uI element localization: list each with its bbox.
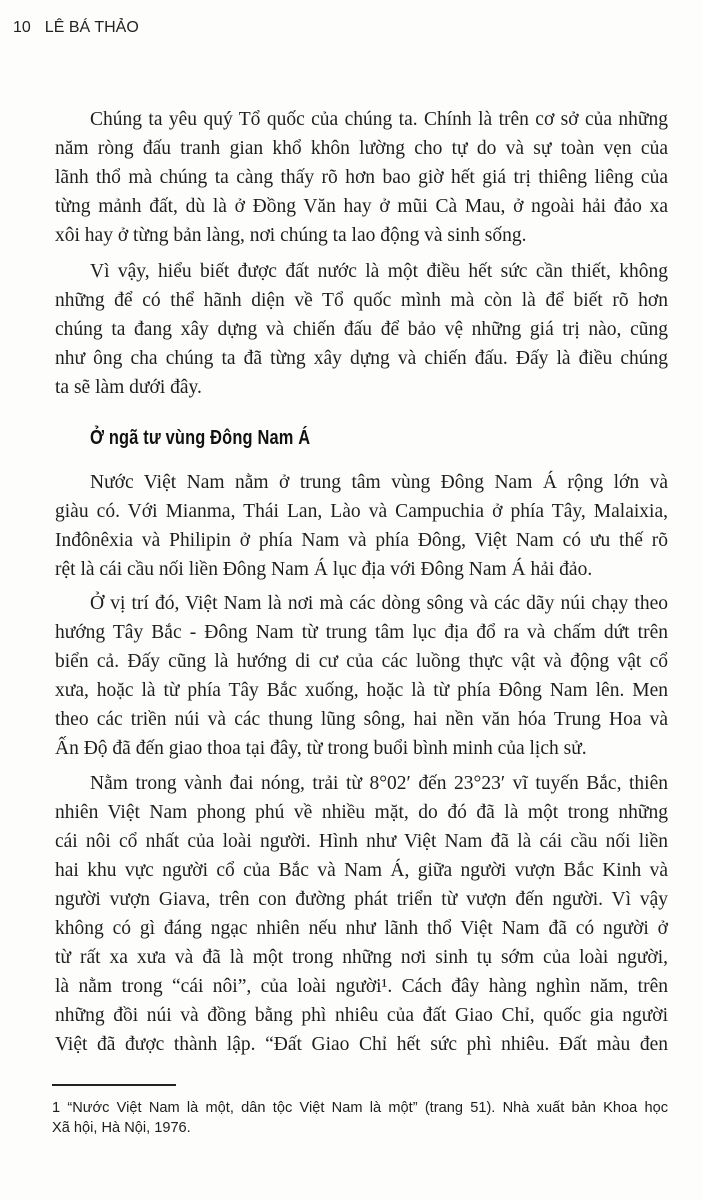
text-line: cái nôi cổ nhất của loài người. Hình như Việt Nam đã là cái cầu nối liền — [55, 831, 668, 852]
text-line: lãnh thổ mà chúng ta càng thấy rõ hơn bao giờ hết giá trị thiêng liêng của — [55, 167, 668, 188]
text-line: Ở vị trí đó, Việt Nam là nơi mà các dòng sông và các dãy núi chạy theo — [90, 593, 668, 614]
text-line: ta sẽ làm dưới đây. — [55, 377, 202, 398]
text-line: những đồi núi và đồng bằng phì nhiêu của đất Giao Chỉ, quốc gia người — [55, 1005, 668, 1026]
text-line: từng mảnh đất, dù là ở Đồng Văn hay ở mũi Cà Mau, ở ngoài hải đảo xa — [55, 196, 668, 217]
section-heading: Ở ngã tư vùng Đông Nam Á — [90, 427, 311, 449]
text-line: Inđônêxia và Philipin ở phía Nam và phía Đông, Việt Nam có ưu thế rõ — [55, 530, 668, 551]
text-line: nhiên Việt Nam phong phú về nhiều mặt, do đó đã là một trong những — [55, 802, 668, 823]
footnote-divider — [52, 1084, 176, 1086]
footnote-line: Xã hội, Hà Nội, 1976. — [52, 1120, 191, 1136]
text-line: Việt đã được thành lập. “Đất Giao Chỉ hết sức phì nhiêu. Đất màu đen — [55, 1034, 668, 1055]
text-line: xôi hay ở từng bản làng, nơi chúng ta lao động và sinh sống. — [55, 225, 527, 246]
text-line: như ông cha chúng ta đã từng xây dựng và chiến đấu. Đấy là điều chúng — [55, 348, 668, 369]
text-line: xưa, hoặc là từ phía Tây Bắc xuống, hoặc là từ phía Đông Nam lên. Men — [55, 680, 668, 701]
text-line: năm ròng đấu tranh gian khổ khôn lường cho tự do và sự toàn vẹn của — [55, 138, 668, 159]
text-line: hướng Tây Bắc - Đông Nam từ trung tâm lục địa đổ ra và chấm dứt trên — [55, 622, 668, 643]
text-line: chúng ta đang xây dựng và chiến đấu để bảo vệ những giá trị nào, cũng — [55, 319, 668, 340]
text-line: biển cả. Đấy cũng là hướng di cư của các luồng thực vật và động vật cổ — [55, 651, 668, 672]
text-line: không có gì đáng ngạc nhiên nếu như lãnh thổ Việt Nam đã có người ở — [55, 918, 668, 939]
text-line: Vì vậy, hiểu biết được đất nước là một điều hết sức cần thiết, không — [90, 261, 668, 282]
text-line: Nằm trong vành đai nóng, trải từ 8°02′ đến 23°23′ vĩ tuyến Bắc, thiên — [90, 773, 668, 794]
text-line: hai khu vực người cổ của Bắc và Nam Á, giữa người vượn Bắc Kinh và — [55, 860, 668, 881]
text-line: rệt là cái cầu nối liền Đông Nam Á lục địa với Đông Nam Á hải đảo. — [55, 559, 593, 580]
running-header — [13, 19, 139, 37]
author-name: LÊ BÁ THẢO — [44, 19, 139, 36]
text-line: người vượn Giava, trên con đường phát triển từ vượn đến người. Vì vậy — [55, 889, 668, 910]
text-line: Nước Việt Nam nằm ở trung tâm vùng Đông Nam Á rộng lớn và — [90, 472, 668, 493]
page-number: 10 — [13, 19, 31, 36]
text-line: là nằm trong “cái nôi”, của loài người¹. Cách đây hàng nghìn năm, trên — [55, 976, 668, 997]
text-line: giàu có. Với Mianma, Thái Lan, Lào và Campuchia ở phía Tây, Malaixia, — [55, 501, 668, 522]
text-line: Ấn Độ đã đến giao thoa tại đây, từ trong buổi bình minh của lịch sử. — [55, 738, 587, 759]
text-line: Chúng ta yêu quý Tổ quốc của chúng ta. Chính là trên cơ sở của những — [90, 109, 668, 130]
footnote-line: 1 “Nước Việt Nam là một, dân tộc Việt Nam là một” (trang 51). Nhà xuất bản Khoa học — [52, 1100, 668, 1116]
text-line: những để có thể hãnh diện về Tổ quốc mình mà còn là để biết rõ hơn — [55, 290, 668, 311]
text-line: từ rất xa xưa và đã là một trong những nơi sinh tụ sớm của loài người, — [55, 947, 668, 968]
text-line: theo các triền núi và các thung lũng sông, hai nền văn hóa Trung Hoa và — [55, 709, 668, 730]
